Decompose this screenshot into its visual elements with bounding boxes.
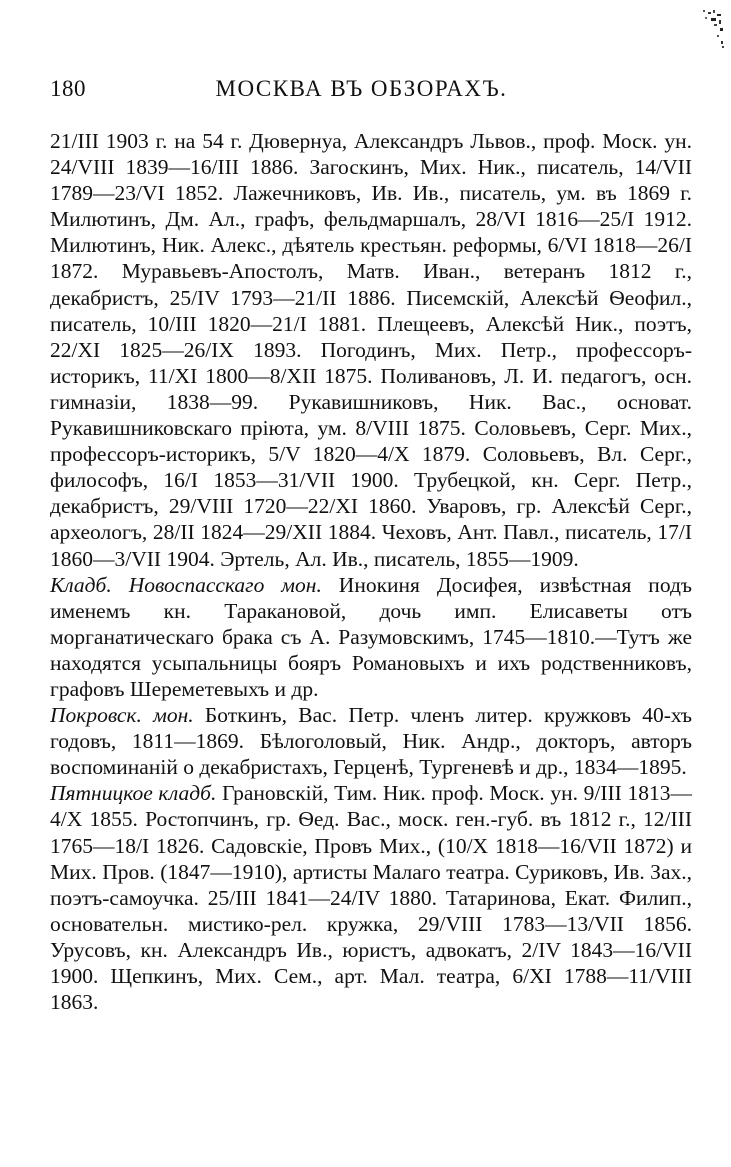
section-lead: Кладб. Новоспасскаго мон. [50, 572, 322, 597]
scan-artifact-icon [699, 8, 725, 50]
paragraph-pyatnitskoe [50, 780, 692, 1015]
paragraph-text: Инокиня Досифея, извѣстная подъ именемъ кн. Таракановой, дочь имп. Елисаветы отъ морганатическаго брака съ А. Разумовскимъ, 1745—1810.—Тутъ же находятся усыпальницы бояръ Романовыхъ и ихъ родственниковъ, графовъ Шереметевыхъ и др. [50, 572, 693, 701]
page-header [50, 76, 673, 106]
paragraph-text: Боткинъ, Вас. Петр. членъ литер. кружковъ 40-хъ годовъ, 1811—1869. Бѣлоголовый, Ник. Андр., докторъ, авторъ воспоминаній о декабристахъ, Герценѣ, Тургеневѣ и др., 1834—1895. [50, 703, 692, 780]
paragraph-text: 21/III 1903 г. на 54 г. Дювернуа, Александръ Львов., проф. Моск. ун. 24/VIII 1839—16/III 1886. Загоскинъ, Мих. Ник., писатель, 14/VII 1789—23/VI 1852. Лажечниковъ, Ив. Ив., писатель, ум. въ 1869 г. Милютинъ, Дм. Ал., графъ, фельдмаршалъ, 28/VI 1816—25/I 1912. Милютинъ, Ник. Алекс., дѣятель крестьян. реформы, 6/VI 1818—26/I 1872. Муравьевъ-Апостолъ, Матв. Иван., ветеранъ 1812 г., декабристъ, 25/IV 1793—21/II 1886. Писемскій, Алексѣй Ѳеофил., писатель, 10/III 1820—21/I 1881. Плещеевъ, Алексѣй Ник., поэтъ, 22/XI 1825—26/IX 1893. Погодинъ, Мих. Петр., профессоръ-историкъ, 11/XI 1800—8/XII 1875. Поливановъ, Л. И. педагогъ, осн. гимназіи, 1838—99. Рукавишниковъ, Ник. Вас., основат. Рукавишниковскаго пріюта, ум. 8/VIII 1875. Соловьевъ, Серг. Мих., профессоръ-историкъ, 5/V 1820—4/X 1879. Соловьевъ, Вл. Серг., философъ, 16/I 1853—31/VII 1900. Трубецкой, кн. Серг. Петр., декабристъ, 29/VIII 1720—22/XI 1860. Уваровъ, гр. Алексѣй Серг., археологъ, 28/II 1824—29/XII 1884. Чеховъ, Ант. Павл., писатель, 17/I 1860—3/VII 1904. Эртель, Ал. Ив., писатель, 1855—1909. [50, 129, 692, 571]
page-number: 180 [50, 76, 86, 101]
paragraph-pokrovsky [50, 702, 692, 780]
running-title: МОСКВА ВЪ ОБЗОРАХЪ. [215, 76, 508, 101]
paragraph-novospassky [50, 572, 692, 702]
paragraph-text: Грановскій, Тим. Ник. проф. Моск. ун. 9/III 1813—4/X 1855. Ростопчинъ, гр. Ѳед. Вас., моск. ген.-губ. въ 1812 г., 12/III 1765—18/I 1826. Садовскіе, Провъ Мих., (10/X 1818—16/VII 1872) и Мих. Пров. (1847—1910), артисты Малаго театра. Суриковъ, Ив. Зах., поэтъ-самоучка. 25/III 1841—24/IV 1880. Татаринова, Екат. Филип., основательн. мистико-рел. кружка, 29/VIII 1783—13/VII 1856. Урусовъ, кн. Александръ Ив., юристъ, адвокатъ, 2/IV 1843—16/VII 1900. Щепкинъ, Мих. Сем., арт. Мал. театра, 6/XI 1788—11/VIII 1863. [50, 781, 692, 1015]
body-text [50, 128, 692, 1015]
section-lead: Покровск. мон. [50, 703, 194, 728]
section-lead: Пятницкое кладб. [50, 781, 217, 806]
paragraph-cemetery-list [50, 128, 692, 572]
